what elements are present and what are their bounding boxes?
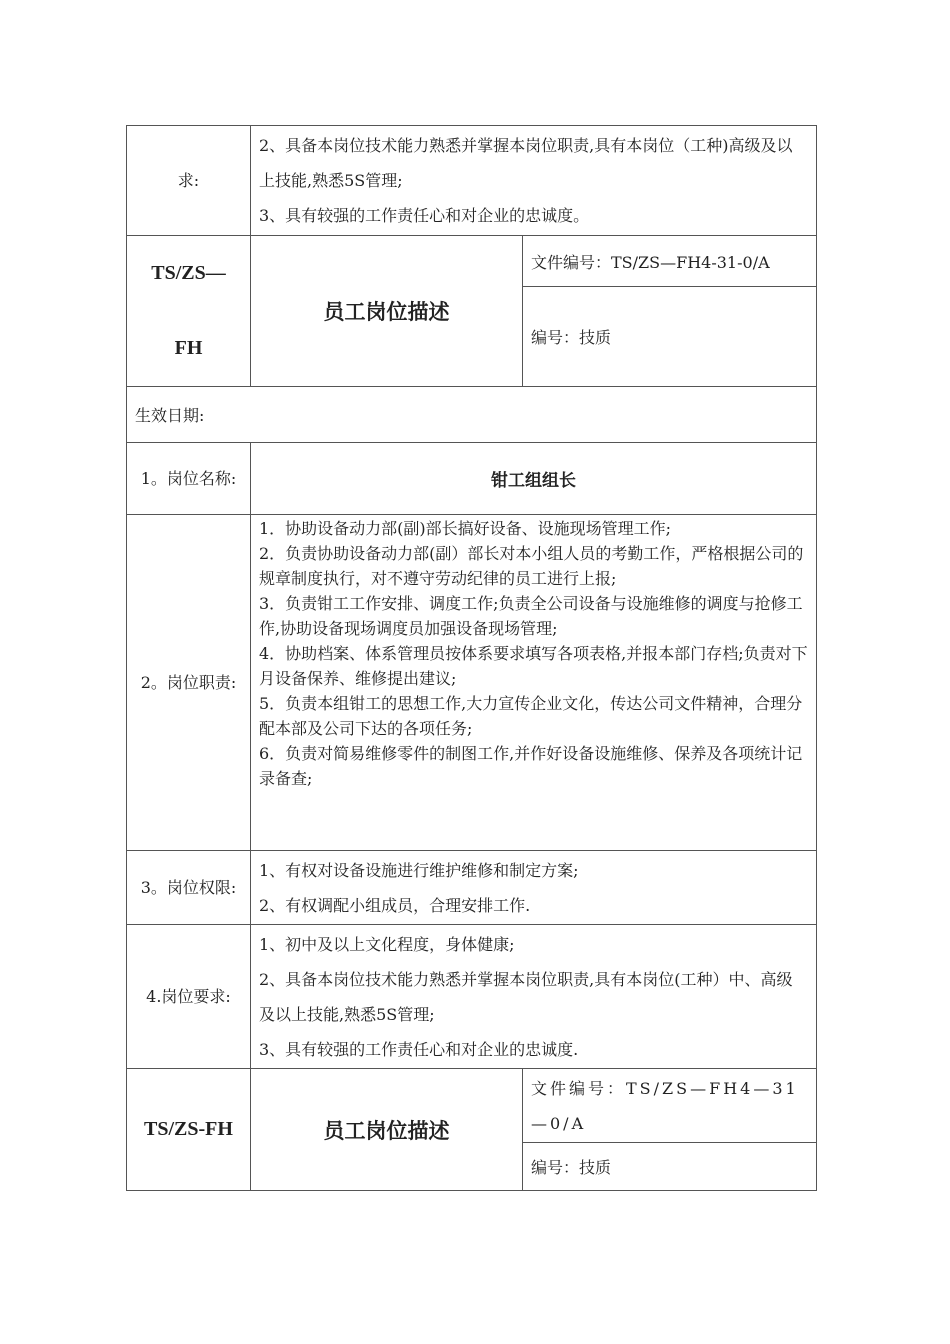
duty-line: 6．负责对简易维修零件的制图工作,并作好设备设施维修、保养及各项统计记录备查; xyxy=(259,744,803,788)
header1-title: 员工岗位描述 xyxy=(251,236,523,387)
requirements-row xyxy=(127,925,817,1069)
top-requirements-content xyxy=(251,126,817,236)
position-name-label: 1。岗位名称: xyxy=(127,443,251,515)
top-requirement-line: 3、具有较强的工作责任心和对企业的忠诚度。 xyxy=(259,206,590,225)
duty-line: 4．协助档案、体系管理员按体系要求填写各项表格,并报本部门存档;负责对下月设备保养、维修提出建议; xyxy=(259,644,808,688)
duties-row xyxy=(127,515,817,851)
top-requirement-line: 2、具备本岗位技术能力熟悉并掌握本岗位职责,具有本岗位（工种)高级及以上技能,熟悉5S管理; xyxy=(259,136,793,190)
effective-date: 生效日期: xyxy=(127,387,817,443)
duty-line: 2．负责协助设备动力部(副）部长对本小组人员的考勤工作，严格根据公司的规章制度执行，对不遵守劳动纪律的员工进行上报; xyxy=(259,544,804,588)
position-name-value: 钳工组组长 xyxy=(251,443,817,515)
duties-content xyxy=(251,515,817,851)
header1-number: 编号：技质 xyxy=(523,287,817,387)
authority-content xyxy=(251,851,817,925)
requirement-line: 1、初中及以上文化程度，身体健康; xyxy=(259,934,515,954)
header2-file-no: 文件编号：TS/ZS—FH4—31—0/A xyxy=(523,1069,817,1143)
header2-title: 员工岗位描述 xyxy=(251,1069,523,1191)
header1-code-line1: TS/ZS— xyxy=(151,262,226,284)
requirements-label: 4.岗位要求: xyxy=(127,925,251,1069)
duty-line: 3．负责钳工工作安排、调度工作;负责全公司设备与设施维修的调度与抢修工作,协助设备现场调度员加强设备现场管理; xyxy=(259,594,803,638)
authority-row xyxy=(127,851,817,925)
requirements-content xyxy=(251,925,817,1069)
top-requirements-label: 求: xyxy=(127,126,251,236)
requirement-line: 3、具有较强的工作责任心和对企业的忠诚度. xyxy=(259,1039,579,1059)
header1-code-line2: FH xyxy=(174,337,203,359)
document-page xyxy=(126,125,816,1191)
requirement-line: 2、具备本岗位技术能力熟悉并掌握本岗位职责,具有本岗位(工种）中、高级及以上技能,熟悉5S管理; xyxy=(259,969,793,1024)
authority-line: 2、有权调配小组成员，合理安排工作. xyxy=(259,895,531,915)
authority-label: 3。岗位权限: xyxy=(127,851,251,925)
duty-line: 5．负责本组钳工的思想工作,大力宣传企业文化，传达公司文件精神，合理分配本部及公司下达的各项任务; xyxy=(259,694,803,738)
authority-line: 1、有权对设备设施进行维护维修和制定方案; xyxy=(259,860,579,880)
duties-label: 2。岗位职责: xyxy=(127,515,251,851)
job-description-table xyxy=(126,125,817,1191)
header2-number: 编号：技质 xyxy=(523,1143,817,1191)
header1-file-no: 文件编号：TS/ZS—FH4-31-0/A xyxy=(523,236,817,287)
position-name-row xyxy=(127,443,817,515)
header1-code xyxy=(127,236,251,387)
header2-code: TS/ZS-FH xyxy=(127,1069,251,1191)
header1-row-a xyxy=(127,236,817,287)
header2-row-a xyxy=(127,1069,817,1143)
effective-date-row xyxy=(127,387,817,443)
top-requirements-row xyxy=(127,126,817,236)
duty-line: 1．协助设备动力部(副)部长搞好设备、设施现场管理工作; xyxy=(259,519,672,538)
